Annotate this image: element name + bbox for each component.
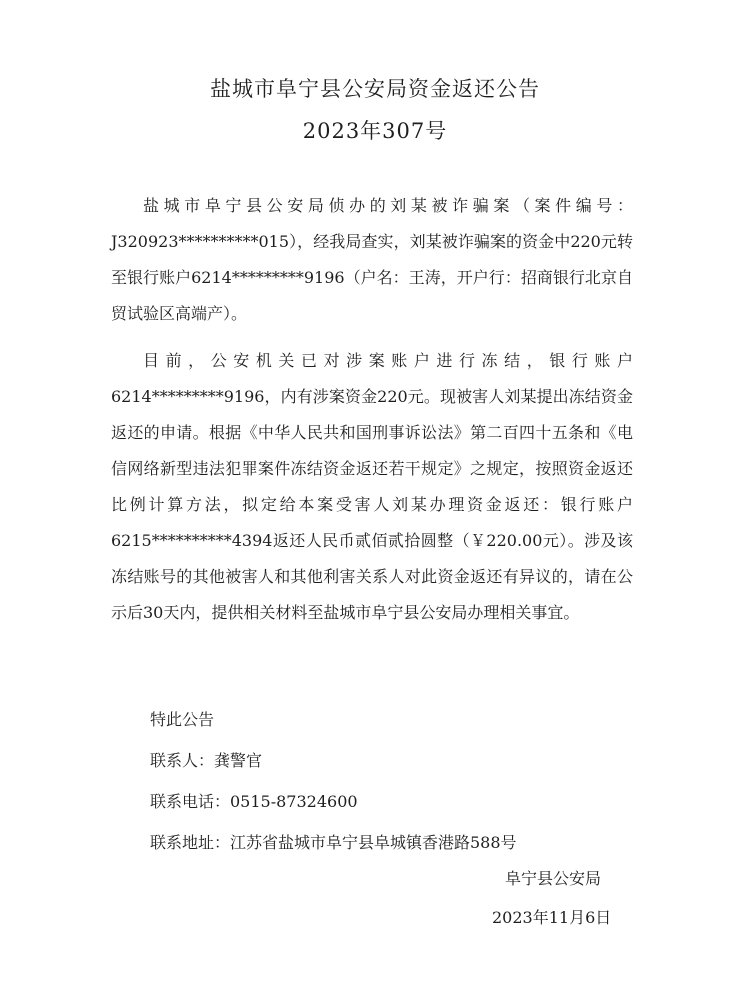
contact-phone: 联系电话：0515-87324600 xyxy=(150,792,358,811)
notice-title: 盐城市阜宁县公安局资金返还公告 xyxy=(210,77,540,101)
closing-line: 特此公告 xyxy=(150,710,215,729)
contact-person: 联系人：龚警官 xyxy=(150,751,263,770)
body-paragraph-refund: 目前，公安机关已对涉案账户进行冻结，银行账户6214*********9196，内有涉案资金220元。现被害人刘某提出冻结资金返还的申请。根据《中华人民共和国刑事诉讼法》第二百四十五条和《电信网络新型违法犯罪案件冻结资金返还若干规定》之规定，按照资金返还比例计算方法，拟定给本案受害人刘某办理资金返还：银行账户6215**********4394返还人民币贰佰贰拾圆整（￥220.00元）。涉及该冻结账号的其他被害人和其他利害关系人对此资金返还有异议的，请在公示后30天内，提供相关材料至盐城市阜宁县公安局办理相关事宜。 xyxy=(111,351,633,622)
signature-date: 2023年11月6日 xyxy=(492,908,612,927)
notice-number: 2023年307号 xyxy=(302,119,448,143)
body-paragraph-case: 盐城市阜宁县公安局侦办的刘某被诈骗案（案件编号：J320923**********015），经我局查实，刘某被诈骗案的资金中220元转至银行账户6214*********9196（户名：王涛，开户行：招商银行北京自贸试验区高端产）。 xyxy=(111,196,633,323)
contact-address: 联系地址：江苏省盐城市阜宁县阜城镇香港路588号 xyxy=(150,833,517,852)
signature-organization: 阜宁县公安局 xyxy=(505,869,602,888)
